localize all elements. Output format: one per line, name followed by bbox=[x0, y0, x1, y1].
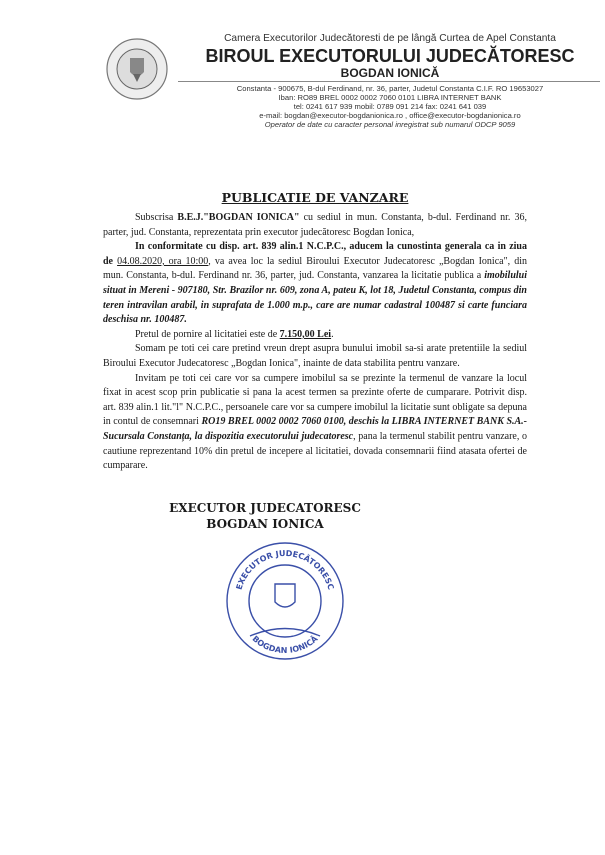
paragraph bbox=[103, 372, 527, 474]
paragraph bbox=[103, 240, 527, 328]
text-segment: In conformitate cu disp. art. 839 alin.1 N.C.P.C., aducem la cunostinta generala ca in ziua de bbox=[103, 241, 527, 267]
chamber-name: Camera Executorilor Judecătoresti de pe lângă Curtea de Apel Constanta bbox=[224, 33, 556, 44]
text-segment: cu sediul in mun. Constanta, b-dul. Ferdinand nr. 36, parter, jud. Constanta, reprezentata prin executor judecătoresc Bogdan Ionica, bbox=[103, 212, 527, 238]
text-segment: , pana la termenul stabilit pentru vanzare, o cautiune reprezentand 10% din pretul de incepere al licitatiei, dovada consemnarii fiind atasata ofertei de cumparare. bbox=[103, 430, 527, 472]
text-segment: Subscrisa bbox=[135, 212, 178, 223]
email-line: e-mail: bogdan@executor-bogdanionica.ro , office@executor-bogdanionica.ro bbox=[259, 111, 521, 120]
operator-line: Operator de date cu caracter personal inregistrat sub numarul ODCP 9059 bbox=[264, 120, 516, 129]
iban-line: Iban: RO89 BREL 0002 0002 7060 0101 LIBRA INTERNET BANK bbox=[278, 93, 502, 102]
text-segment: Invitam pe toti cei care vor sa cumpere imobilul sa se prezinte la termenul de vanzare la locul fixat in acest scop prin publicatie si pana la acest termen sa prezinte oferte de cumparare. Potrivit disp. art. 839 alin.1 lit."l" N.C.P.C., persoanele care vor sa cumpere imobilul la licitatie sunt obligate sa depuna in contul de consemnari bbox=[103, 372, 527, 428]
document-body bbox=[103, 211, 527, 474]
document-content bbox=[103, 211, 527, 666]
svg-text:BOGDAN IONICĂ bbox=[251, 632, 321, 655]
phone-line: tel: 0241 617 939 mobil: 0789 091 214 fax: 0241 641 039 bbox=[293, 102, 487, 111]
paragraph bbox=[103, 342, 527, 371]
document-title: PUBLICATIE DE VANZARE bbox=[221, 190, 409, 205]
header-divider bbox=[178, 81, 600, 82]
text-segment: imobilului situat in Mereni - 907180, Str. Brazilor nr. 609, zona A, pateu K, lot 18, Judetul Constanta, compus din teren intravilan arabil, in suprafata de 1.000 m.p., care are numar cadastral 100487 si carte funciara deschisa nr. 100487. bbox=[103, 270, 527, 326]
signature-role: EXECUTOR JUDECATORESC bbox=[169, 500, 361, 515]
executor-stamp bbox=[220, 536, 350, 666]
text-segment: 7.150,00 Lei bbox=[279, 328, 332, 340]
text-segment: . bbox=[331, 328, 334, 340]
paragraph bbox=[103, 211, 527, 240]
paragraph bbox=[103, 328, 527, 343]
text-segment: , va avea loc la sediul Biroului Executor Judecatoresc „Bogdan Ionica", din mun. Constanta, b-dul. Ferdinand nr. 36, parter, jud. Constanta, vanzarea la licitatie publica a bbox=[103, 255, 528, 282]
stamp-bottom-text: BOGDAN IONICĂ bbox=[250, 633, 320, 655]
signature-name: BOGDAN IONICA bbox=[206, 516, 324, 531]
address-line: Constanta - 900675, B-dul Ferdinand, nr. 36, parter, Judetul Constanta C.I.F. RO 19653027 bbox=[236, 84, 544, 93]
office-name: BIROUL EXECUTORULUI JUDECĂTORESC bbox=[205, 46, 575, 66]
text-segment: RO19 BREL 0002 0002 7060 0100, deschis la LIBRA INTERNET BANK S.A.-Sucursala Constanța, la dispozitia executorului judecatoresc bbox=[103, 416, 527, 442]
text-segment: 04.08.2020, ora 10:00 bbox=[117, 255, 209, 267]
text-segment: Pretul de pornire al licitatiei este de bbox=[135, 328, 280, 340]
stamp-top-text: EXECUTOR JUDECĂTORESC bbox=[234, 548, 336, 591]
text-segment: B.E.J."BOGDAN IONICA" bbox=[177, 212, 300, 223]
union-seal-logo bbox=[106, 38, 168, 100]
text-segment: Somam pe toti cei care pretind vreun drept asupra bunului imobil sa-si arate pretentiile la sediul Biroului Executor Judecatoresc „Bogdan Ionica", inainte de data stabilita pentru vanzare. bbox=[103, 343, 527, 369]
executor-name: BOGDAN IONICĂ bbox=[340, 66, 440, 80]
